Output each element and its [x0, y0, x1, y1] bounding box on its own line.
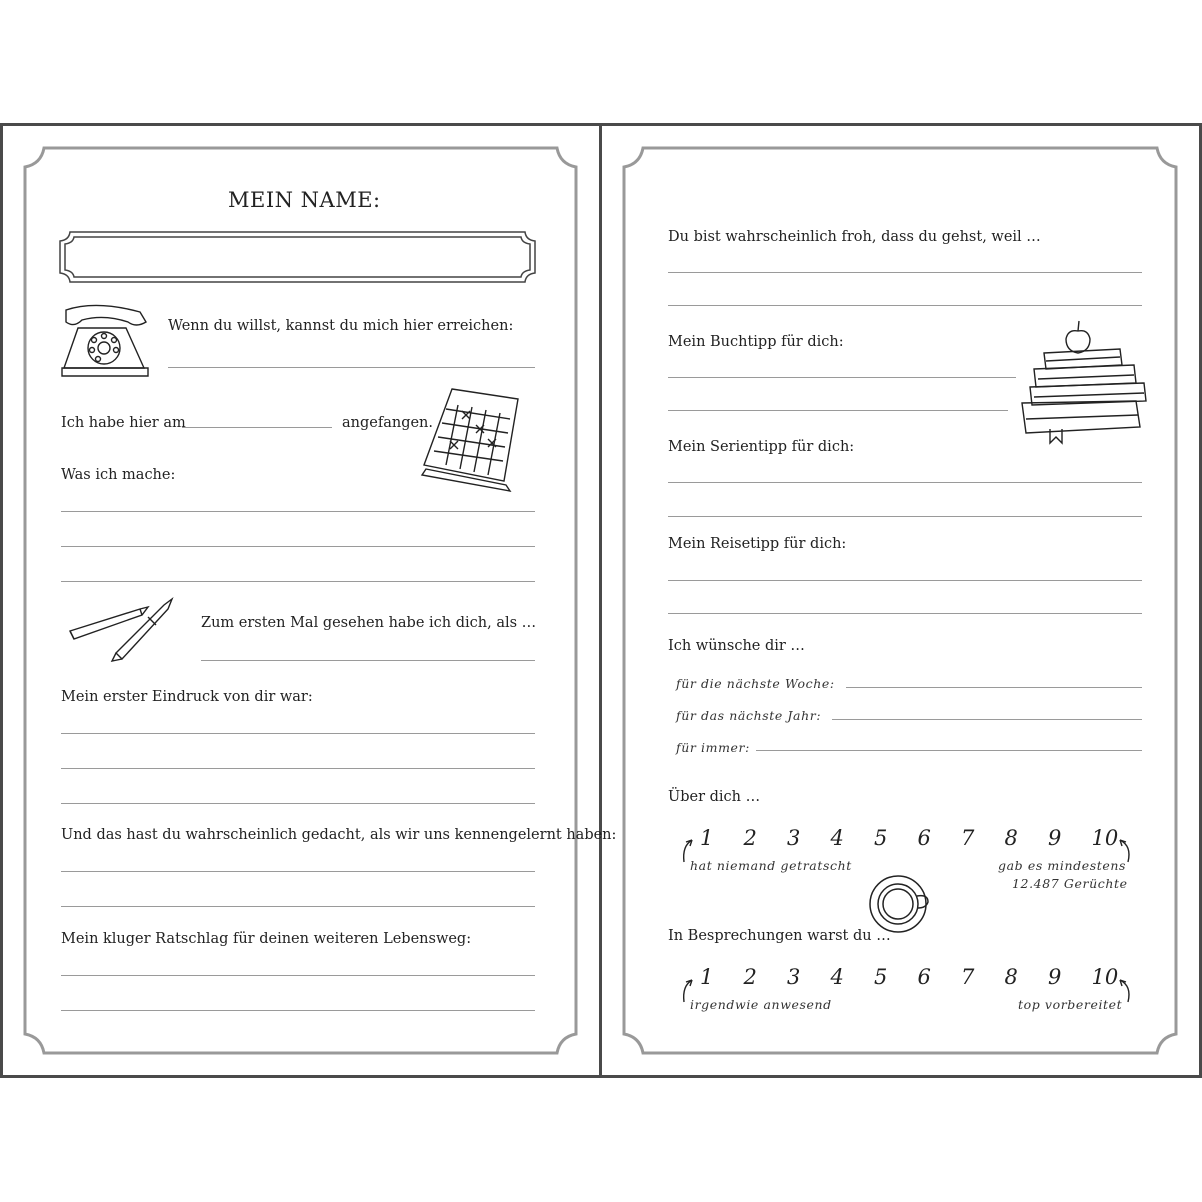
meetings-scale-left: irgendwie anwesend	[690, 997, 832, 1012]
meetings-scale-number-7[interactable]: 7	[961, 965, 975, 989]
about-label: Über dich …	[668, 789, 761, 805]
gossip-scale-number-3[interactable]: 3	[787, 826, 801, 850]
gossip-scale-number-4[interactable]: 4	[830, 826, 844, 850]
impression-line-1[interactable]	[61, 733, 535, 734]
job-line-1[interactable]	[61, 511, 535, 512]
wish-forever-line[interactable]	[756, 750, 1142, 751]
book-line-2[interactable]	[668, 410, 1008, 411]
thought-line-1[interactable]	[61, 871, 535, 872]
impression-line-2[interactable]	[61, 768, 535, 769]
series-label: Mein Serientipp für dich:	[668, 439, 855, 455]
pen-icon	[108, 595, 178, 665]
gossip-scale-number-7[interactable]: 7	[961, 826, 975, 850]
glad-line-2[interactable]	[668, 305, 1142, 306]
thought-label: Und das hast du wahrscheinlich gedacht, als wir uns kennengelernt haben:	[61, 827, 617, 843]
started-label-post: angefangen.	[342, 415, 434, 431]
meetings-scale-number-1[interactable]: 1	[700, 965, 714, 989]
books-icon	[1016, 315, 1151, 450]
advice-line-1[interactable]	[61, 975, 535, 976]
started-label-pre: Ich habe hier am	[61, 415, 186, 431]
meetings-scale-number-8[interactable]: 8	[1004, 965, 1018, 989]
book-line-1[interactable]	[668, 377, 1016, 378]
wish-week-label: für die nächste Woche:	[676, 676, 835, 691]
gossip-scale-right-1: gab es mindestens	[998, 858, 1127, 873]
meetings-label: In Besprechungen warst du …	[668, 928, 891, 944]
impression-line-3[interactable]	[61, 803, 535, 804]
job-line-2[interactable]	[61, 546, 535, 547]
calendar-icon	[418, 385, 528, 495]
job-label: Was ich mache:	[61, 467, 176, 483]
meetings-scale-number-4[interactable]: 4	[830, 965, 844, 989]
started-date-line[interactable]	[182, 427, 332, 428]
impression-label: Mein erster Eindruck von dir war:	[61, 689, 313, 705]
meetings-scale-number-6[interactable]: 6	[917, 965, 931, 989]
gossip-scale-number-5[interactable]: 5	[874, 826, 888, 850]
wish-week-line[interactable]	[846, 687, 1142, 688]
travel-label: Mein Reisetipp für dich:	[668, 536, 847, 552]
gossip-scale-number-6[interactable]: 6	[917, 826, 931, 850]
gossip-scale-number-1[interactable]: 1	[700, 826, 714, 850]
series-line-1[interactable]	[668, 482, 1142, 483]
reach-line[interactable]	[168, 367, 535, 368]
wish-year-label: für das nächste Jahr:	[676, 708, 822, 723]
series-line-2[interactable]	[668, 516, 1142, 517]
first-seen-label: Zum ersten Mal gesehen habe ich dich, als …	[201, 615, 537, 631]
gossip-scale-left: hat niemand getratscht	[690, 858, 852, 873]
coffee-cup-icon	[868, 872, 932, 936]
gossip-scale-number-8[interactable]: 8	[1004, 826, 1018, 850]
job-line-3[interactable]	[61, 581, 535, 582]
gossip-scale-number-9[interactable]: 9	[1048, 826, 1062, 850]
meetings-scale-number-10[interactable]: 10	[1091, 965, 1119, 989]
wish-label: Ich wünsche dir …	[668, 638, 805, 654]
gossip-scale-number-10[interactable]: 10	[1091, 826, 1119, 850]
advice-line-2[interactable]	[61, 1010, 535, 1011]
advice-label: Mein kluger Ratschlag für deinen weiteren Lebensweg:	[61, 931, 472, 947]
wish-forever-label: für immer:	[676, 740, 750, 755]
first-seen-line[interactable]	[201, 660, 535, 661]
reach-label: Wenn du willst, kannst du mich hier erreichen:	[168, 318, 514, 334]
wish-year-line[interactable]	[832, 719, 1142, 720]
telephone-icon	[56, 298, 156, 383]
thought-line-2[interactable]	[61, 906, 535, 907]
page-title: MEIN NAME:	[228, 188, 381, 212]
meetings-scale-number-9[interactable]: 9	[1048, 965, 1062, 989]
glad-label: Du bist wahrscheinlich froh, dass du gehst, weil …	[668, 229, 1041, 245]
gossip-scale-number-2[interactable]: 2	[743, 826, 757, 850]
gossip-scale-right-2: 12.487 Gerüchte	[1012, 876, 1128, 891]
meetings-scale-right: top vorbereitet	[1018, 997, 1123, 1012]
travel-line-2[interactable]	[668, 613, 1142, 614]
meetings-scale-number-2[interactable]: 2	[743, 965, 757, 989]
book-label: Mein Buchtipp für dich:	[668, 334, 844, 350]
glad-line-1[interactable]	[668, 272, 1142, 273]
meetings-scale-number-5[interactable]: 5	[874, 965, 888, 989]
travel-line-1[interactable]	[668, 580, 1142, 581]
meetings-scale-number-3[interactable]: 3	[787, 965, 801, 989]
